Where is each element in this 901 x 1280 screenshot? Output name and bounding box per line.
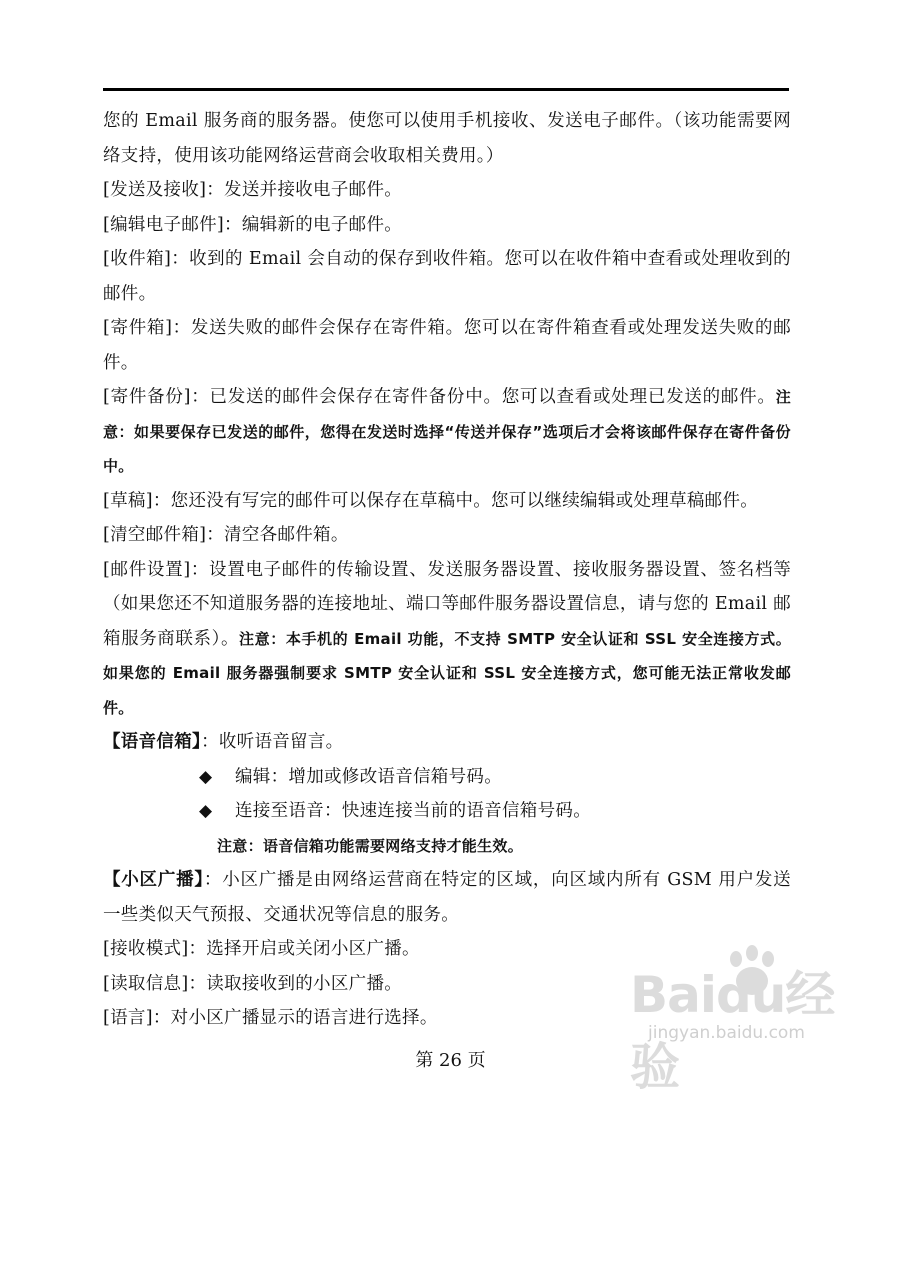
broadcast-section xyxy=(103,863,791,932)
mail-settings-note: 注意：本手机的 Email 功能，不支持 SMTP 安全认证和 SSL 安全连接方式。如果您的 Email 服务器强制要求 SMTP 安全认证和 SSL 安全连接方式，您可能无法正常收发邮件。 xyxy=(103,629,791,717)
baidu-watermark xyxy=(630,945,860,1096)
broadcast-text: ：小区广播是由网络运营商在特定的区域，向区域内所有 GSM 用户发送一些类似天气预报、交通状况等信息的服务。 xyxy=(103,870,791,925)
watermark-logo: Baidu经验 xyxy=(630,966,835,1096)
paragraph-send-receive: [发送及接收]：发送并接收电子邮件。 xyxy=(103,180,403,200)
broadcast-item-read-info: [读取信息]：读取接收到的小区广播。 xyxy=(103,973,403,994)
voicemail-section xyxy=(103,725,791,760)
broadcast-item-receive-mode: [接收模式]：选择开启或关闭小区广播。 xyxy=(103,939,420,959)
voicemail-bullet-connect: ◆ 连接至语音：快速连接当前的语音信箱号码。 xyxy=(103,794,791,829)
broadcast-heading: 【小区广播】 xyxy=(103,870,204,890)
paragraph-edit-email: [编辑电子邮件]：编辑新的电子邮件。 xyxy=(103,214,403,235)
paragraph-sent-backup: [寄件备份]：已发送的邮件会保存在寄件备份中。您可以查看或处理已发送的邮件。注意：如果要保存已发送的邮件，您得在发送时选择“传送并保存”选项后才会将该邮件保存在寄件备份中。 xyxy=(103,387,791,475)
voicemail-bullet-edit: ◆ 编辑：增加或修改语音信箱号码。 xyxy=(103,760,791,795)
paragraph-outbox: [寄件箱]：发送失败的邮件会保存在寄件箱。您可以在寄件箱查看或处理发送失败的邮件。 xyxy=(103,318,791,373)
paragraph-email-server: 您的 Email 服务商的服务器。使您可以使用手机接收、发送电子邮件。（该功能需要网络支持，使用该功能网络运营商会收取相关费用。） xyxy=(103,111,791,166)
paragraph-drafts: [草稿]：您还没有写完的邮件可以保存在草稿中。您可以继续编辑或处理草稿邮件。 xyxy=(103,490,759,511)
voicemail-heading: 【语音信箱】 xyxy=(103,732,202,752)
diamond-bullet-icon: ◆ xyxy=(199,801,213,821)
voicemail-text: ：收听语音留言。 xyxy=(201,732,344,752)
header-rule xyxy=(103,88,789,91)
diamond-bullet-icon: ◆ xyxy=(199,766,213,787)
voicemail-note-line xyxy=(103,829,791,864)
broadcast-item-language: [语言]：对小区广播显示的语言进行选择。 xyxy=(103,1008,438,1028)
sent-backup-note: 注意：如果要保存已发送的邮件，您得在发送时选择“传送并保存”选项后才会将该邮件保存在寄件备份中。 xyxy=(103,388,791,475)
page-number: 第 26 页 xyxy=(415,1050,486,1071)
page-content xyxy=(103,104,791,1036)
voicemail-note: 注意：语音信箱功能需要网络支持才能生效。 xyxy=(217,836,524,855)
paragraph-clear-mailbox: [清空邮件箱]：清空各邮件箱。 xyxy=(103,525,349,545)
paragraph-mail-settings: [邮件设置]：设置电子邮件的传输设置、发送服务器设置、接收服务器设置、签名档等（如果您还不知道服务器的连接地址、端口等邮件服务器设置信息，请与您的 Email 邮箱服务商联系）。注意：本手机的 Email 功能，不支持 SMTP 安全认证和 SSL 安全连接方式。如果您的 Email 服务器强制要求 SMTP 安全认证和 SSL 安全连接方式，您可能无法正常收发邮件。 xyxy=(103,559,791,717)
paragraph-inbox: [收件箱]：收到的 Email 会自动的保存到收件箱。您可以在收件箱中查看或处理收到的邮件。 xyxy=(103,249,791,304)
watermark-url: jingyan.baidu.com xyxy=(648,1023,805,1043)
